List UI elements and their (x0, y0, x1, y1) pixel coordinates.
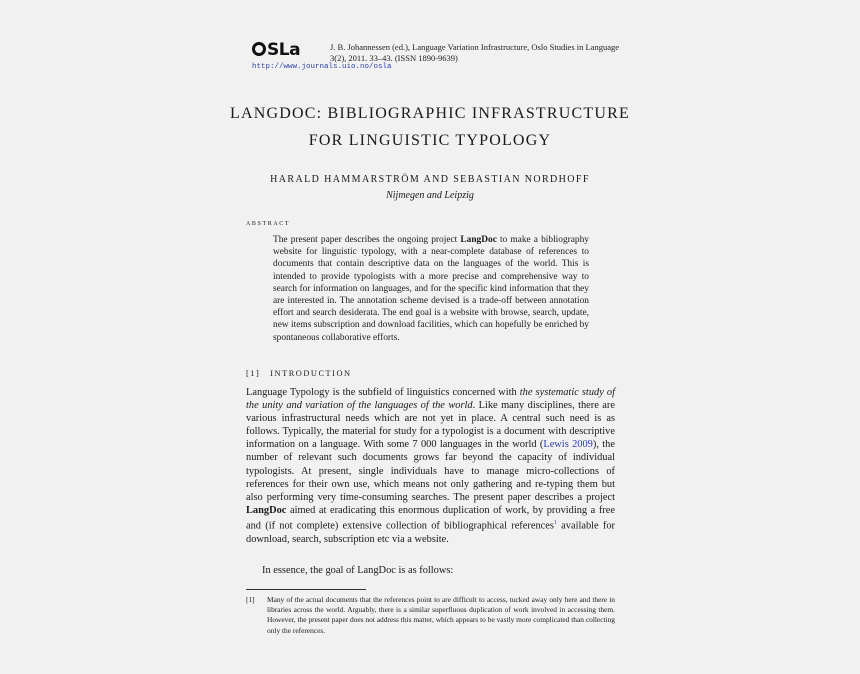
intro-paragraph-2: In essence, the goal of LangDoc is as follows: (262, 565, 454, 576)
citation: J. B. Johannessen (ed.), Language Variation Infrastructure, Oslo Studies in Language 3(2), 2011. 33–43. (ISSN 1890-9639) (330, 42, 620, 63)
project-name: LangDoc (460, 235, 497, 245)
footnote-number: [1] (246, 595, 255, 604)
abstract-heading: abstract (246, 218, 291, 227)
intro-paragraph: Language Typology is the subfield of linguistics concerned with the systematic study of the unity and variation of the languages of the world. Like many disciplines, there are various infrastructural needs which are not yet in place. A central such need is as follows. Typically, the material for study for a typologist is a document with descriptive information on a language. With some 7 000 languages in the world (Lewis 2009), the number of relevant such documents grows far beyond the capacity of individual typologists. At present, single individuals have to manage micro-collections of references for their own use, which means not only gathering and re-typing them but also performing very time-consuming searches. The present paper describes a project LangDoc aimed at eradicating this enormous duplication of work, by providing a free and (if not complete) extensive collection of bibliographical references$^1$ available for download, search, subscription etc via a website. (246, 387, 615, 545)
authors: HARALD HAMMARSTRÖM AND SEBASTIAN NORDHOFF (270, 174, 590, 185)
section-title: INTRODUCTION (270, 369, 352, 378)
section-heading (246, 369, 352, 378)
footnote-divider (246, 589, 366, 590)
title-line-1: LANGDOC: BIBLIOGRAPHIC INFRASTRUCTURE (230, 105, 630, 122)
osla-logo: SLa (252, 40, 300, 60)
abstract-text: The present paper describes the ongoing project LangDoc to make a bibliography website for linguistic typology, with a near-complete database of references to documents that contain descriptive data on the languages of the world. This is intended to provide typologists with a more precise and comprehensive way to search for information on languages, and for the specific kind information that they are interested in. The annotation scheme devised is a trade-off between annotation effort and search desiderata. The end goal is a website with browse, search, update, new items subscription and download facilities, which can hopefully be enriched by spontaneous collaborative efforts. (273, 235, 589, 343)
citation-link[interactable]: Lewis 2009 (543, 439, 593, 451)
project-name-body: LangDoc (246, 504, 287, 516)
title-line-2: FOR LINGUISTIC TYPOLOGY (308, 132, 552, 149)
paper-title (230, 100, 630, 154)
footnote-ref-link[interactable]: 1 (553, 519, 557, 526)
affiliation: Nijmegen and Leipzig (386, 190, 474, 201)
logo-ring-icon (252, 42, 266, 56)
footnote (246, 595, 615, 636)
journal-url-link[interactable]: http://www.journals.uio.no/osla (252, 63, 392, 71)
section-number: [1] (246, 369, 261, 378)
footnote-text: Many of the actual documents that the references point to are difficult to access, tucked away only here and there in libraries across the world. Arguably, there is a similar superfluous duplication of work involved in accessing them. However, the present paper does not address this matter, which appears to be vastly more complicated than collecting only the references. (267, 595, 615, 635)
